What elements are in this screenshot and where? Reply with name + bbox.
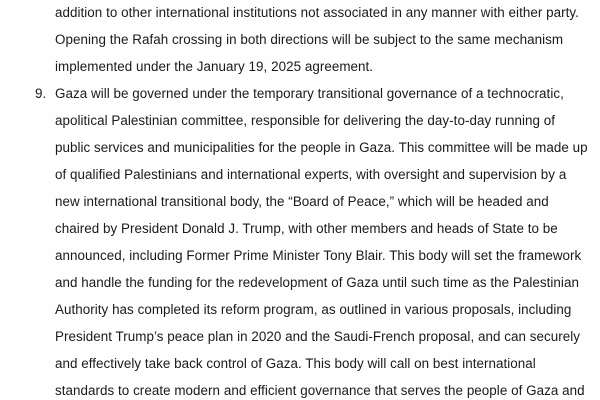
text-line: implemented under the January 19, 2025 agreement. [55, 59, 374, 74]
text-line: President Trump’s peace plan in 2020 and the Saudi-French proposal, and can securely [55, 329, 581, 344]
text-line: Authority has completed its reform program, as outlined in various proposals, including [55, 302, 572, 317]
text-line: apolitical Palestinian committee, responsible for delivering the day-to-day running of [55, 113, 556, 128]
text-line: chaired by President Donald J. Trump, with other members and heads of State to be [55, 221, 558, 236]
text-line: new international transitional body, the “Board of Peace,” which will be headed and [55, 194, 549, 209]
text-line: Opening the Rafah crossing in both directions will be subject to the same mechanism [55, 32, 564, 47]
text-line: public services and municipalities for the people in Gaza. This committee will be made up [55, 140, 588, 155]
text-line: of qualified Palestinians and international experts, with oversight and supervision by a [55, 167, 567, 182]
list-item-number: 9. [35, 86, 47, 101]
text-line: addition to other international institutions not associated in any manner with either party. [55, 5, 579, 20]
text-line: and handle the funding for the redevelopment of Gaza until such time as the Palestinian [55, 275, 579, 290]
text-line: Gaza will be governed under the temporary transitional governance of a technocratic, [55, 86, 564, 101]
text-line: announced, including Former Prime Minister Tony Blair. This body will set the framework [55, 248, 582, 263]
text-line: standards to create modern and efficient governance that serves the people of Gaza and [55, 383, 585, 398]
text-line: and effectively take back control of Gaza. This body will call on best international [55, 356, 536, 371]
